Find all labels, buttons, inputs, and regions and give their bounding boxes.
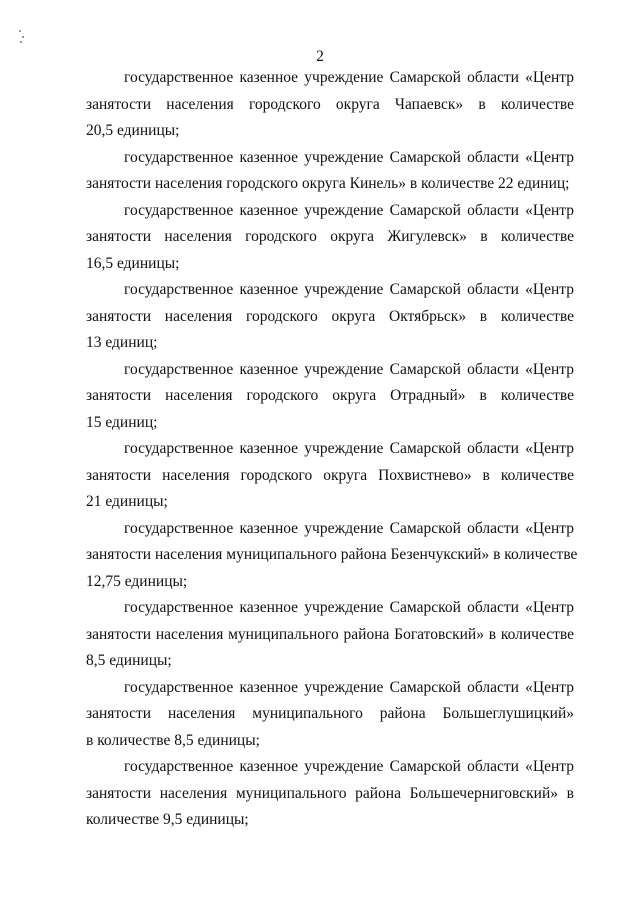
paragraph-line: государственное казенное учреждение Самарской области «Центр <box>124 281 574 298</box>
paragraph-line: государственное казенное учреждение Самарской области «Центр <box>124 599 574 616</box>
paragraph-chapaevsk <box>86 65 574 145</box>
paragraph-line: 20,5 единицы; <box>86 122 180 139</box>
paragraph-line: государственное казенное учреждение Самарской области «Центр <box>124 360 574 378</box>
paragraph-line: занятости населения городского округа Октябрьск» в количестве <box>86 307 574 325</box>
paragraph-line: занятости населения городского округа Кинель» в количестве 22 единиц; <box>86 175 570 192</box>
paragraph-bolsheglushitskiy <box>86 675 574 755</box>
paragraph-oktyabrsk <box>86 277 574 357</box>
paragraph-line: 12,75 единицы; <box>86 572 188 590</box>
paragraph-line: государственное казенное учреждение Самарской области «Центр <box>124 201 574 219</box>
paragraph-line: государственное казенное учреждение Самарской области «Центр <box>124 519 574 537</box>
paragraph-line: 15 единиц; <box>86 413 158 431</box>
paragraph-line: занятости населения городского округа Похвистнево» в количестве <box>86 466 574 484</box>
paragraph-bolshechernigovskiy <box>86 754 574 834</box>
paragraph-bogatovskiy <box>86 595 574 675</box>
paragraph-line: 13 единиц; <box>86 334 158 351</box>
paragraph-line: количестве 9,5 единицы; <box>86 811 249 828</box>
paragraph-kinel <box>86 145 574 198</box>
document-body <box>86 65 578 834</box>
paragraph-bezenchukskiy <box>86 516 578 596</box>
paragraph-line: занятости населения городского округа Чапаевск» в количестве <box>86 95 574 113</box>
page-number: 2 <box>316 48 324 65</box>
paragraph-zhigulevsk <box>86 198 574 278</box>
paragraph-line: государственное казенное учреждение Самарской области «Центр <box>124 440 574 457</box>
paragraph-pokhvistnevo <box>86 436 574 516</box>
paragraph-line: государственное казенное учреждение Самарской области «Центр <box>124 678 574 696</box>
paragraph-line: государственное казенное учреждение Самарской области «Центр <box>124 148 574 166</box>
paragraph-line: занятости населения муниципального района Большечерниговский» в <box>86 784 574 802</box>
paragraph-line: государственное казенное учреждение Самарской области «Центр <box>124 758 574 775</box>
paragraph-line: занятости населения муниципального района Безенчукский» в количестве <box>86 546 578 563</box>
paragraph-line: 21 единицы; <box>86 493 168 510</box>
paragraph-line: 16,5 единицы; <box>86 254 180 272</box>
paragraph-otradny <box>86 357 574 437</box>
paragraph-line: занятости населения муниципального района Большеглушицкий» <box>86 705 574 722</box>
paragraph-line: занятости населения городского округа Отрадный» в количестве <box>86 387 574 404</box>
paragraph-line: занятости населения городского округа Жигулевск» в количестве <box>86 228 574 245</box>
paragraph-line: в количестве 8,5 единицы; <box>86 731 260 749</box>
paragraph-line: занятости населения муниципального района Богатовский» в количестве <box>86 625 574 643</box>
paragraph-line: государственное казенное учреждение Самарской области «Центр <box>124 69 574 86</box>
scan-specks <box>18 30 26 44</box>
paragraph-line: 8,5 единицы; <box>86 652 172 669</box>
